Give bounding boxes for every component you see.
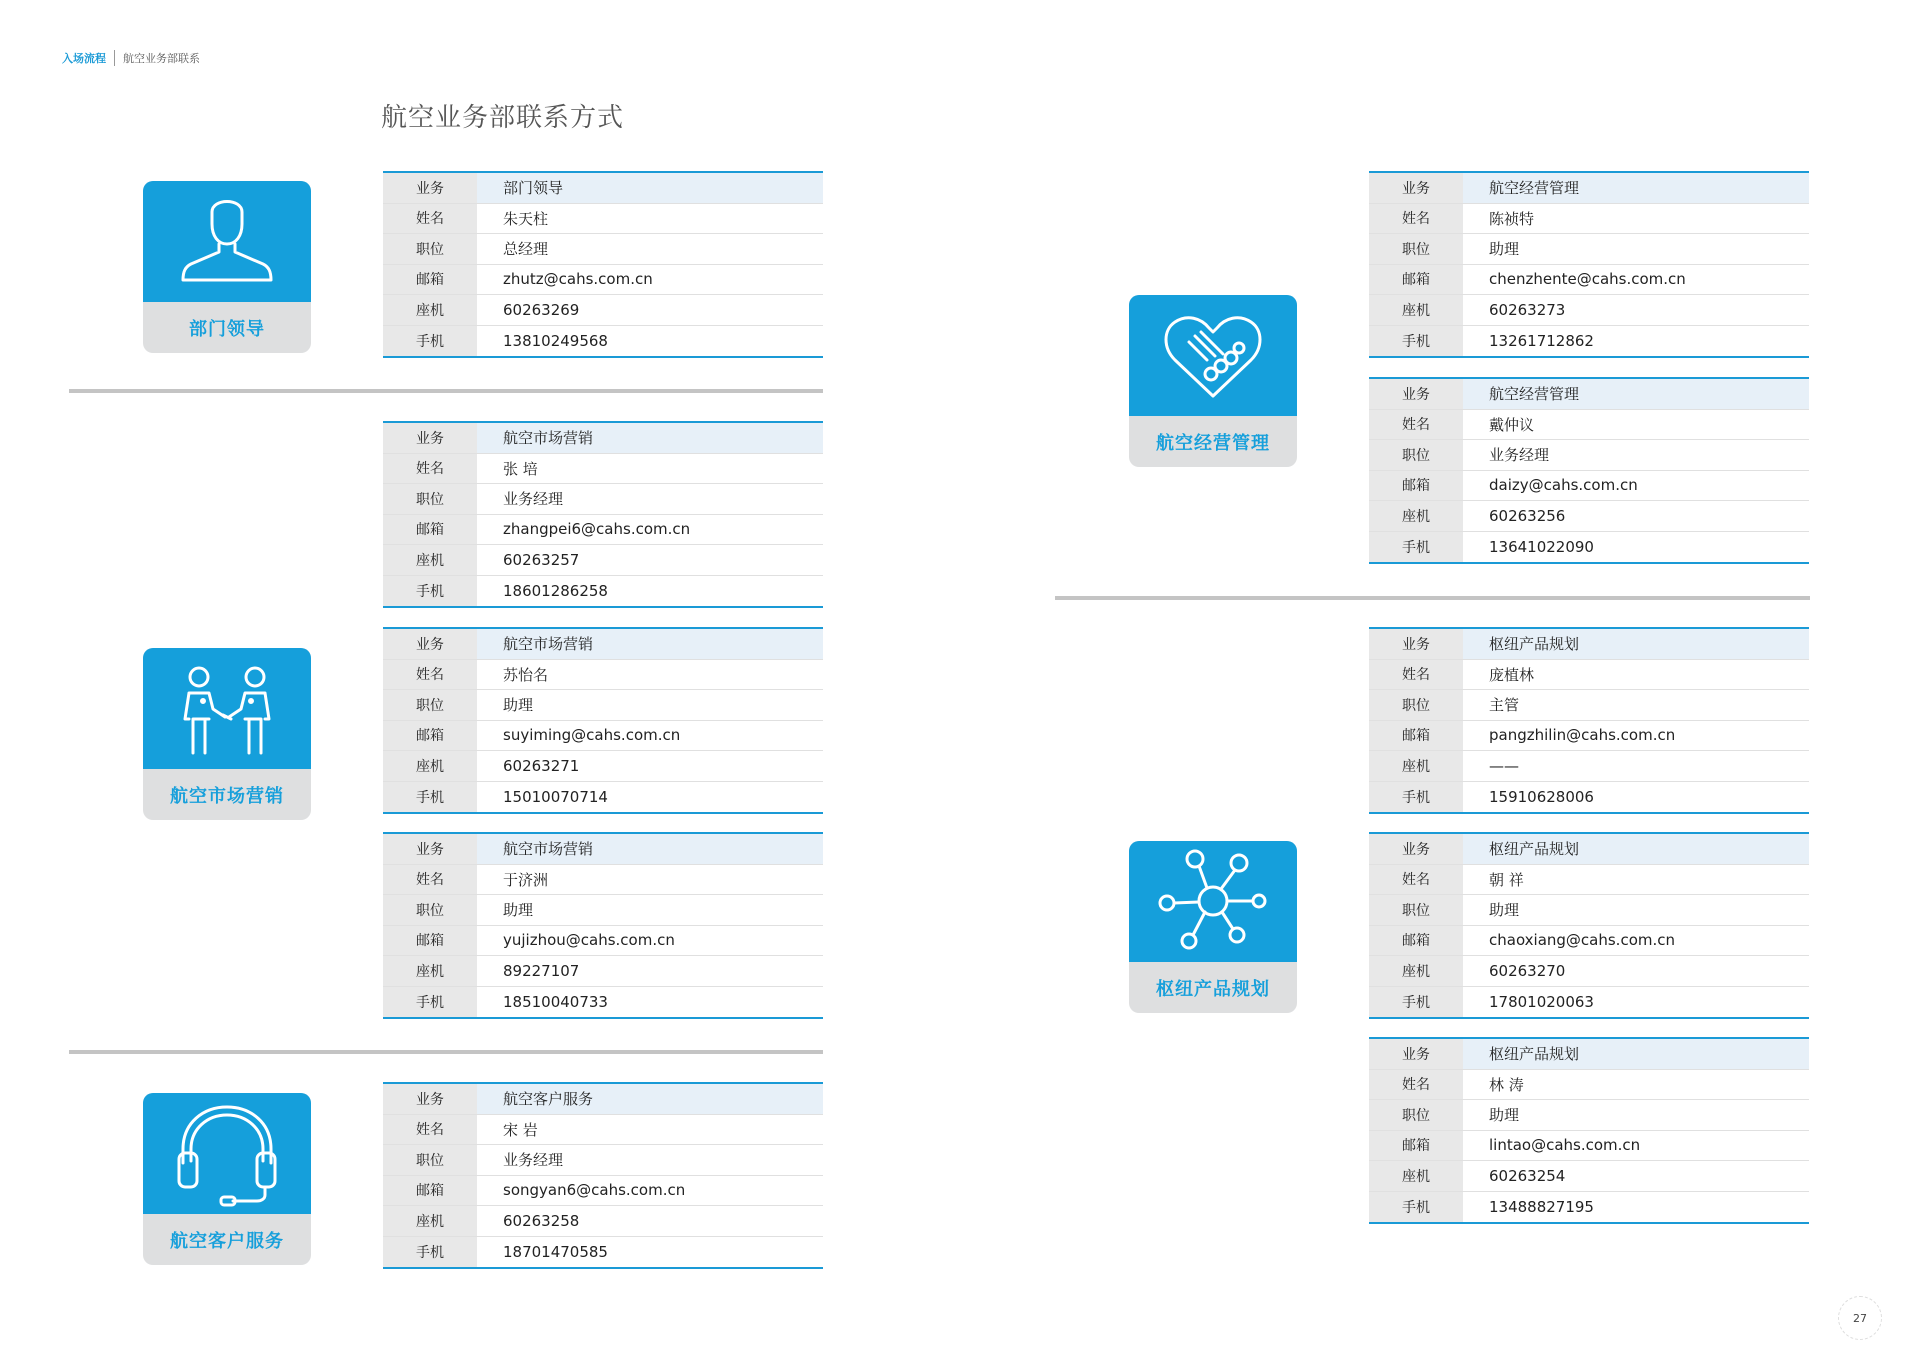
field-label: 业务 [383, 423, 477, 453]
field-label: 手机 [1369, 987, 1463, 1018]
mobile-value: 13261712862 [1489, 331, 1594, 350]
card-label: 航空经营管理 [1156, 432, 1270, 454]
name-value: 于济洲 [503, 870, 549, 889]
name-value: 苏怡名 [503, 665, 549, 684]
field-label: 手机 [383, 576, 477, 607]
email-value[interactable]: daizy@cahs.com.cn [1489, 476, 1638, 495]
field-label: 邮箱 [383, 926, 477, 956]
field-label: 座机 [383, 751, 477, 781]
handshake-heart-icon [1153, 304, 1273, 408]
table-row [1369, 690, 1809, 721]
field-label: 职位 [383, 234, 477, 264]
card-hub-planning [1129, 841, 1297, 1013]
section-divider [1055, 596, 1810, 600]
card-operations-management [1129, 295, 1297, 467]
name-value: 庞植林 [1489, 665, 1535, 684]
table-row [383, 721, 823, 752]
position-value: 业务经理 [503, 1151, 564, 1170]
field-label: 手机 [1369, 532, 1463, 563]
field-label: 姓名 [383, 454, 477, 484]
mobile-value: 13810249568 [503, 331, 608, 350]
business-value: 枢纽产品规划 [1463, 834, 1809, 864]
field-label: 姓名 [383, 204, 477, 234]
landline-value: 60263269 [503, 300, 580, 319]
field-label: 手机 [383, 326, 477, 357]
field-label: 业务 [1369, 834, 1463, 864]
table-row [383, 515, 823, 546]
contact-table [383, 421, 823, 608]
table-row [383, 751, 823, 782]
field-label: 手机 [1369, 1192, 1463, 1223]
field-label: 座机 [1369, 1161, 1463, 1191]
table-row [1369, 379, 1809, 410]
table-row [1369, 1039, 1809, 1070]
table-row [383, 173, 823, 204]
position-value: 业务经理 [503, 490, 564, 509]
table-row [1369, 204, 1809, 235]
business-value: 枢纽产品规划 [1463, 1039, 1809, 1069]
name-value: 朝 祥 [1489, 870, 1524, 889]
position-value: 助理 [503, 901, 534, 920]
email-value[interactable]: zhutz@cahs.com.cn [503, 270, 653, 289]
landline-value: 60263257 [503, 550, 580, 569]
table-row [1369, 265, 1809, 296]
position-value: 助理 [503, 696, 534, 715]
email-value[interactable]: lintao@cahs.com.cn [1489, 1136, 1641, 1155]
field-label: 座机 [1369, 956, 1463, 986]
table-row [1369, 1192, 1809, 1223]
network-hub-icon [1153, 845, 1273, 959]
table-row [1369, 173, 1809, 204]
card-label: 航空客户服务 [170, 1230, 284, 1252]
page-number: 27 [1838, 1296, 1882, 1340]
table-row [1369, 532, 1809, 563]
contact-table [383, 1082, 823, 1269]
landline-value: 60263273 [1489, 300, 1566, 319]
table-row [383, 926, 823, 957]
table-row [383, 265, 823, 296]
table-row [383, 987, 823, 1018]
name-value: 陈祯特 [1489, 209, 1535, 228]
mobile-value: 13488827195 [1489, 1197, 1594, 1216]
table-row [383, 1084, 823, 1115]
email-value[interactable]: zhangpei6@cahs.com.cn [503, 520, 691, 539]
field-label: 业务 [383, 834, 477, 864]
email-value[interactable]: suyiming@cahs.com.cn [503, 726, 681, 745]
business-value: 航空经营管理 [1463, 379, 1809, 409]
field-label: 姓名 [1369, 660, 1463, 690]
field-label: 邮箱 [383, 721, 477, 751]
position-value: 助理 [1489, 1106, 1520, 1125]
table-row [383, 660, 823, 691]
card-label: 航空市场营销 [170, 785, 284, 807]
field-label: 姓名 [1369, 410, 1463, 440]
landline-value: 60263256 [1489, 506, 1566, 525]
card-department-leader [143, 181, 311, 353]
contact-table [383, 832, 823, 1019]
table-row [383, 865, 823, 896]
position-value: 主管 [1489, 696, 1520, 715]
field-label: 座机 [383, 545, 477, 575]
field-label: 手机 [1369, 326, 1463, 357]
table-row [383, 1145, 823, 1176]
field-label: 姓名 [383, 660, 477, 690]
mobile-value: 13641022090 [1489, 537, 1594, 556]
table-row [1369, 660, 1809, 691]
business-value: 枢纽产品规划 [1463, 629, 1809, 659]
table-row [383, 834, 823, 865]
email-value[interactable]: pangzhilin@cahs.com.cn [1489, 726, 1676, 745]
mobile-value: 18701470585 [503, 1242, 608, 1261]
business-value: 航空市场营销 [477, 834, 823, 864]
table-row [1369, 834, 1809, 865]
breadcrumb-separator [114, 50, 115, 66]
field-label: 座机 [1369, 295, 1463, 325]
business-value: 航空市场营销 [477, 423, 823, 453]
contact-table [1369, 832, 1809, 1019]
field-label: 职位 [1369, 895, 1463, 925]
position-value: 助理 [1489, 901, 1520, 920]
breadcrumb [62, 50, 200, 66]
two-people-handshake-icon [167, 657, 287, 761]
table-row [383, 895, 823, 926]
table-row [383, 629, 823, 660]
table-row [1369, 326, 1809, 357]
field-label: 职位 [383, 690, 477, 720]
email-value[interactable]: songyan6@cahs.com.cn [503, 1181, 686, 1200]
table-row [383, 454, 823, 485]
landline-value: 60263271 [503, 756, 580, 775]
field-label: 业务 [383, 1084, 477, 1114]
name-value: 宋 岩 [503, 1120, 538, 1139]
table-row [383, 545, 823, 576]
business-value: 部门领导 [477, 173, 823, 203]
table-row [383, 1237, 823, 1268]
table-row [383, 423, 823, 454]
contact-table [1369, 627, 1809, 814]
breadcrumb-current: 航空业务部联系 [123, 52, 200, 65]
table-row [1369, 234, 1809, 265]
card-customer-service [143, 1093, 311, 1265]
table-row [1369, 865, 1809, 896]
position-value: 总经理 [503, 240, 549, 259]
card-label: 部门领导 [189, 318, 265, 340]
table-row [1369, 410, 1809, 441]
position-value: 业务经理 [1489, 446, 1550, 465]
email-value[interactable]: chenzhente@cahs.com.cn [1489, 270, 1686, 289]
field-label: 座机 [383, 1206, 477, 1236]
field-label: 职位 [1369, 690, 1463, 720]
table-row [383, 1206, 823, 1237]
business-value: 航空客户服务 [477, 1084, 823, 1114]
field-label: 职位 [383, 1145, 477, 1175]
field-label: 业务 [383, 173, 477, 203]
field-label: 座机 [1369, 751, 1463, 781]
table-row [1369, 782, 1809, 813]
table-row [383, 1115, 823, 1146]
field-label: 邮箱 [1369, 721, 1463, 751]
landline-value: 60263254 [1489, 1166, 1566, 1185]
table-row [1369, 501, 1809, 532]
name-value: 戴仲议 [1489, 415, 1535, 434]
mobile-value: 17801020063 [1489, 992, 1594, 1011]
mobile-value: 15010070714 [503, 787, 608, 806]
table-row [1369, 721, 1809, 752]
table-row [1369, 1161, 1809, 1192]
landline-value: 60263270 [1489, 961, 1566, 980]
business-value: 航空经营管理 [1463, 173, 1809, 203]
field-label: 手机 [383, 987, 477, 1018]
section-divider [69, 389, 823, 393]
card-marketing [143, 648, 311, 820]
email-value[interactable]: chaoxiang@cahs.com.cn [1489, 931, 1676, 950]
field-label: 座机 [383, 295, 477, 325]
table-row [1369, 1100, 1809, 1131]
table-row [383, 956, 823, 987]
mobile-value: 15910628006 [1489, 787, 1594, 806]
table-row [1369, 440, 1809, 471]
contact-table [383, 171, 823, 358]
business-value: 航空市场营销 [477, 629, 823, 659]
email-value[interactable]: yujizhou@cahs.com.cn [503, 931, 675, 950]
table-row [1369, 629, 1809, 660]
field-label: 邮箱 [383, 515, 477, 545]
field-label: 职位 [1369, 1100, 1463, 1130]
person-icon [167, 190, 287, 294]
field-label: 座机 [383, 956, 477, 986]
field-label: 座机 [1369, 501, 1463, 531]
field-label: 邮箱 [383, 1176, 477, 1206]
field-label: 手机 [383, 782, 477, 813]
field-label: 手机 [383, 1237, 477, 1268]
landline-value: 60263258 [503, 1211, 580, 1230]
contact-table [1369, 171, 1809, 358]
page-title: 航空业务部联系方式 [381, 103, 625, 133]
field-label: 邮箱 [383, 265, 477, 295]
table-row [383, 782, 823, 813]
field-label: 职位 [383, 895, 477, 925]
field-label: 业务 [1369, 629, 1463, 659]
table-row [1369, 1131, 1809, 1162]
field-label: 邮箱 [1369, 265, 1463, 295]
name-value: 张 培 [503, 459, 538, 478]
field-label: 姓名 [1369, 1070, 1463, 1100]
table-row [383, 295, 823, 326]
table-row [383, 1176, 823, 1207]
field-label: 姓名 [383, 1115, 477, 1145]
table-row [383, 484, 823, 515]
field-label: 手机 [1369, 782, 1463, 813]
field-label: 邮箱 [1369, 926, 1463, 956]
breadcrumb-section[interactable]: 入场流程 [62, 52, 106, 65]
table-row [1369, 471, 1809, 502]
contact-table [1369, 377, 1809, 564]
mobile-value: 18510040733 [503, 992, 608, 1011]
headset-icon [167, 1097, 287, 1211]
field-label: 职位 [1369, 440, 1463, 470]
name-value: 朱天柱 [503, 209, 549, 228]
table-row [1369, 895, 1809, 926]
table-row [383, 326, 823, 357]
name-value: 林 涛 [1489, 1075, 1524, 1094]
table-row [1369, 926, 1809, 957]
table-row [383, 576, 823, 607]
field-label: 邮箱 [1369, 1131, 1463, 1161]
field-label: 邮箱 [1369, 471, 1463, 501]
section-divider [69, 1050, 823, 1054]
table-row [383, 690, 823, 721]
contact-table [1369, 1037, 1809, 1224]
landline-value: —— [1489, 756, 1519, 775]
table-row [1369, 1070, 1809, 1101]
table-row [383, 234, 823, 265]
field-label: 业务 [1369, 379, 1463, 409]
field-label: 姓名 [1369, 865, 1463, 895]
table-row [1369, 751, 1809, 782]
mobile-value: 18601286258 [503, 581, 608, 600]
field-label: 业务 [383, 629, 477, 659]
table-row [1369, 987, 1809, 1018]
field-label: 职位 [383, 484, 477, 514]
field-label: 业务 [1369, 173, 1463, 203]
field-label: 业务 [1369, 1039, 1463, 1069]
contact-table [383, 627, 823, 814]
table-row [1369, 295, 1809, 326]
card-label: 枢纽产品规划 [1156, 978, 1270, 1000]
field-label: 职位 [1369, 234, 1463, 264]
position-value: 助理 [1489, 240, 1520, 259]
table-row [383, 204, 823, 235]
landline-value: 89227107 [503, 961, 580, 980]
table-row [1369, 956, 1809, 987]
field-label: 姓名 [1369, 204, 1463, 234]
field-label: 姓名 [383, 865, 477, 895]
